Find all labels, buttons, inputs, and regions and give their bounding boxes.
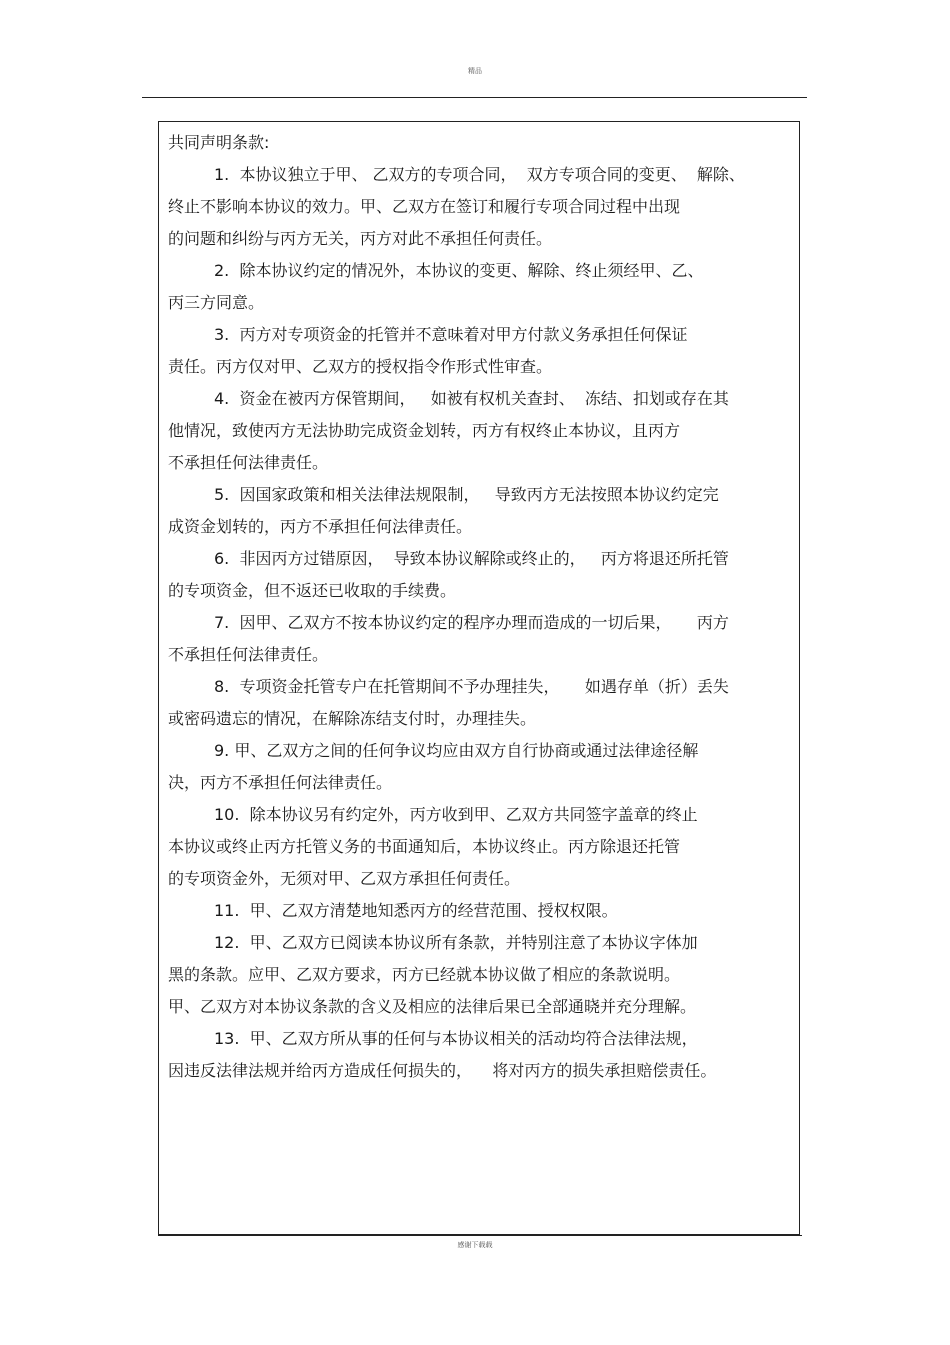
clause-line: 黑的条款。应甲、乙双方要求，丙方已经就本协议做了相应的条款说明。 [168, 965, 681, 984]
clause-line: 他情况，致使丙方无法协助完成资金划转，丙方有权终止本协议，且丙方 [168, 421, 681, 440]
clause-line: 决，丙方不承担任何法律责任。 [168, 773, 393, 792]
clause-line: 终止不影响本协议的效力。甲、乙双方在签订和履行专项合同过程中出现 [168, 197, 681, 216]
clause-line: 的专项资金，但不返还已收取的手续费。 [168, 581, 457, 600]
clause-item [168, 479, 793, 543]
table-bottom-rule [158, 1235, 802, 1236]
page-footer-text: 感谢下载载 [457, 1241, 493, 1249]
clause-item [168, 383, 793, 479]
clause-line: 5. 因国家政策和相关法律法规限制， 导致丙方无法按照本协议约定完 [214, 485, 719, 504]
clause-line: 1. 本协议独立于甲、 乙双方的专项合同， 双方专项合同的变更、 解除、 [214, 165, 745, 184]
clause-line: 8. 专项资金托管专户在托管期间不予办理挂失， 如遇存单（折）丢失 [214, 677, 729, 696]
clause-item [168, 159, 793, 255]
clause-line: 10. 除本协议另有约定外，丙方收到甲、乙双方共同签字盖章的终止 [214, 805, 698, 824]
clause-line: 成资金划转的，丙方不承担任何法律责任。 [168, 517, 473, 536]
clause-line: 或密码遗忘的情况，在解除冻结支付时，办理挂失。 [168, 709, 537, 728]
clause-line: 11. 甲、乙双方清楚地知悉丙方的经营范围、授权权限。 [214, 901, 618, 920]
clause-line: 13. 甲、乙双方所从事的任何与本协议相关的活动均符合法律法规， [214, 1029, 698, 1048]
clause-line: 因违反法律法规并给丙方造成任何损失的， 将对丙方的损失承担赔偿责任。 [168, 1061, 717, 1080]
clause-item [168, 319, 793, 383]
clause-line: 12. 甲、乙双方已阅读本协议所有条款，并特别注意了本协议字体加 [214, 933, 698, 952]
page-header-text: 精品 [468, 67, 482, 75]
section-heading: 共同声明条款: [168, 133, 270, 152]
clause-item [168, 671, 793, 735]
header-divider [142, 97, 807, 98]
clause-line: 责任。丙方仅对甲、乙双方的授权指令作形式性审查。 [168, 357, 553, 376]
clause-item [168, 1023, 793, 1087]
clause-line: 9. 甲、乙双方之间的任何争议均应由双方自行协商或通过法律途径解 [214, 741, 699, 760]
clause-item [168, 799, 793, 895]
clause-line: 甲、乙双方对本协议条款的含义及相应的法律后果已全部通晓并充分理解。 [168, 997, 697, 1016]
clause-item [168, 927, 793, 1023]
clause-line: 6. 非因丙方过错原因， 导致本协议解除或终止的， 丙方将退还所托管 [214, 549, 729, 568]
clause-line: 3. 丙方对专项资金的托管并不意味着对甲方付款义务承担任何保证 [214, 325, 688, 344]
clause-item [168, 255, 793, 319]
clause-line: 不承担任何法律责任。 [168, 453, 329, 472]
clause-line: 7. 因甲、乙双方不按本协议约定的程序办理而造成的一切后果， 丙方 [214, 613, 729, 632]
clause-item [168, 543, 793, 607]
clause-line: 4. 资金在被丙方保管期间， 如被有权机关查封、 冻结、扣划或存在其 [214, 389, 729, 408]
clause-line: 本协议或终止丙方托管义务的书面通知后，本协议终止。丙方除退还托管 [168, 837, 681, 856]
clause-line: 丙三方同意。 [168, 293, 265, 312]
clause-item [168, 607, 793, 671]
clause-item [168, 735, 793, 799]
clauses-content [168, 127, 793, 1087]
clause-line: 的专项资金外，无须对甲、乙双方承担任何责任。 [168, 869, 521, 888]
clause-line: 不承担任何法律责任。 [168, 645, 329, 664]
clause-list [168, 159, 793, 1087]
clause-item [168, 895, 793, 927]
clause-line: 2. 除本协议约定的情况外，本协议的变更、解除、终止须经甲、乙、 [214, 261, 704, 280]
clause-line: 的问题和纠纷与丙方无关，丙方对此不承担任何责任。 [168, 229, 553, 248]
